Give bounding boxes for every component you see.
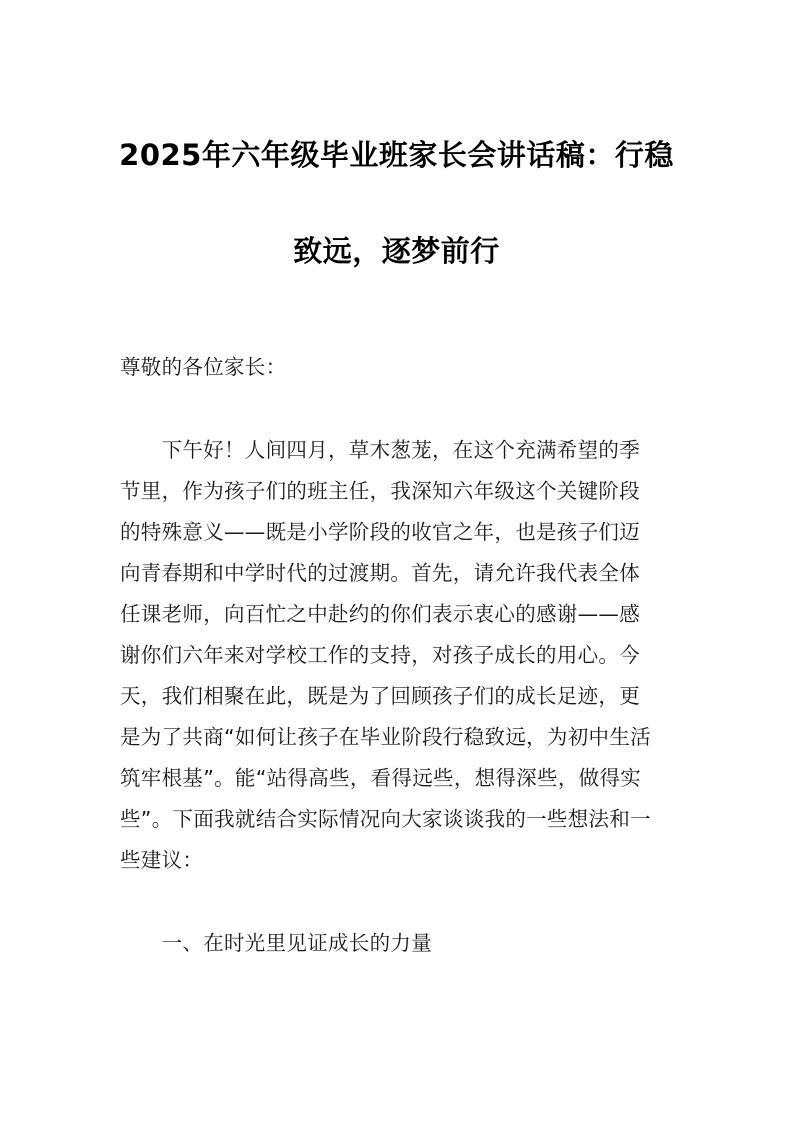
paragraph-line: 些建议： bbox=[120, 848, 204, 872]
paragraph-line: 下午好！人间四月，草木葱茏，在这个充满希望的季 bbox=[120, 438, 640, 462]
paragraph-line: 的特殊意义——既是小学阶段的收官之年，也是孩子们迈 bbox=[120, 520, 640, 544]
paragraph-line: 谢你们六年来对学校工作的支持，对孩子成长的用心。今 bbox=[120, 643, 640, 667]
paragraph-line: 向青春期和中学时代的过渡期。首先，请允许我代表全体 bbox=[120, 561, 640, 585]
paragraph-line: 些”。下面我就结合实际情况向大家谈谈我的一些想法和一 bbox=[120, 807, 651, 831]
salutation: 尊敬的各位家长： bbox=[120, 355, 287, 379]
paragraph-line: 节里，作为孩子们的班主任，我深知六年级这个关键阶段 bbox=[120, 479, 640, 503]
document-title-line-1: 2025年六年级毕业班家长会讲话稿：行稳 bbox=[119, 138, 674, 172]
paragraph-line: 筑牢根基”。能“站得高些，看得远些，想得深些，做得实 bbox=[120, 766, 642, 790]
paragraph-line: 是为了共商“如何让孩子在毕业阶段行稳致远，为初中生活 bbox=[120, 725, 651, 749]
document-title-line-2: 致远，逐梦前行 bbox=[293, 234, 500, 268]
section-heading: 一、在时光里见证成长的力量 bbox=[120, 931, 432, 955]
paragraph-line: 任课老师，向百忙之中赴约的你们表示衷心的感谢——感 bbox=[120, 602, 640, 626]
paragraph-line: 天，我们相聚在此，既是为了回顾孩子们的成长足迹，更 bbox=[120, 684, 640, 708]
